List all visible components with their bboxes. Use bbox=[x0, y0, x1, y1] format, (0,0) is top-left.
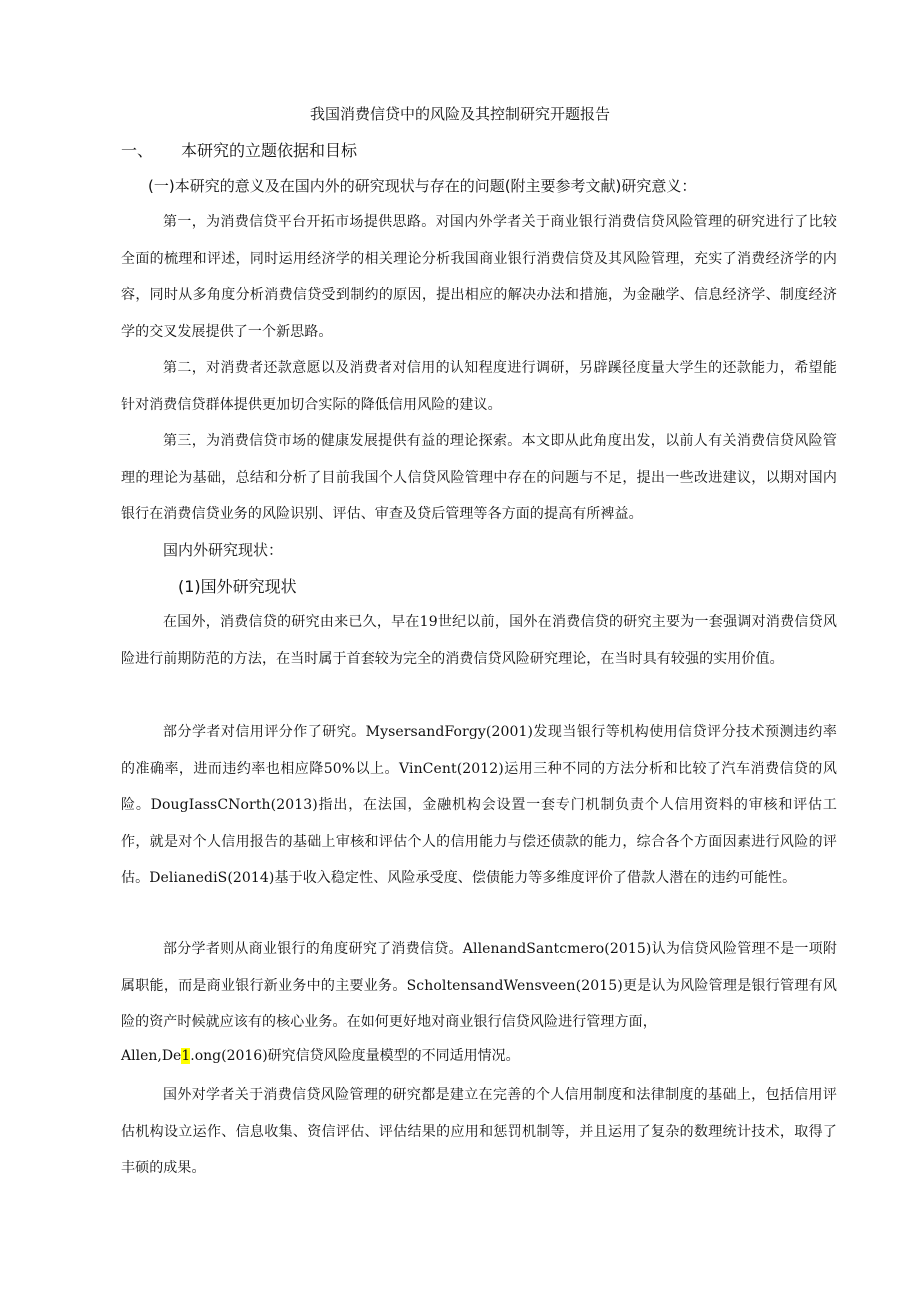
subsection-heading: (一)本研究的意义及在国内外的研究现状与存在的问题(附主要参考文献)研究意义： bbox=[148, 177, 697, 195]
paragraph-foreign-history: 在国外，消费信贷的研究由来已久，早在19世纪以前，国外在消费信贷的研究主要为一套强调对消费信贷风险进行前期防范的方法，在当时属于首套较为完全的消费信贷风险研究理论，在当时具有较强的实用价值。 bbox=[121, 614, 837, 667]
highlighted-character: 1 bbox=[181, 1048, 191, 1064]
paragraph-third: 第三，为消费信贷市场的健康发展提供有益的理论探索。本文即从此角度出发，以前人有关消费信贷风险管理的理论为基础，总结和分析了目前我国个人信贷风险管理中存在的问题与不足，提出一些改进建议，以期对国内银行在消费信贷业务的风险识别、评估、审查及贷后管理等各方面的提高有所裨益。 bbox=[121, 433, 837, 522]
section-heading bbox=[121, 140, 357, 162]
paragraph-second: 第二，对消费者还款意愿以及消费者对信用的认知程度进行调研，另辟蹊径度量大学生的还款能力，希望能针对消费信贷群体提供更加切合实际的降低信用风险的建议。 bbox=[121, 360, 837, 413]
research-status-label: 国内外研究现状： bbox=[163, 541, 284, 559]
paragraph-commercial-banks bbox=[121, 931, 837, 1041]
section-title: 本研究的立题依据和目标 bbox=[181, 141, 358, 160]
paragraph-credit-scoring: 部分学者对信用评分作了研究。MysersandForgy(2001)发现当银行等机构使用信贷评分技术预测违约率的准确率，进而违约率也相应降50%以上。VinCent(2012)运用三种不同的方法分析和比较了汽车消费信贷的风险。DougIassCNorth(2013)指出，在法国，金融机构会设置一套专门机制负责个人信用资料的审核和评估工作，就是对个人信用报告的基础上审核和评估个人的信用能力与偿还债款的能力，综合各个方面因素进行风险的评估。DelianediS(2014)基于收入稳定性、风险承受度、偿债能力等多维度评价了借款人潜在的违约可能性。 bbox=[121, 724, 837, 886]
paragraph-foreign-summary: 国外对学者关于消费信贷风险管理的研究都是建立在完善的个人信用制度和法律制度的基础上，包括信用评估机构设立运作、信息收集、资信评估、评估结果的应用和惩罚机制等，并且运用了复杂的数理统计技术，取得了丰硕的成果。 bbox=[121, 1087, 837, 1176]
citation-text-b: .ong(2016)研究信贷风险度量模型的不同适用情况。 bbox=[190, 1048, 520, 1064]
paragraph-commercial-banks-text: 部分学者则从商业银行的角度研究了消费信贷。AllenandSantcmero(2015)认为信贷风险管理不是一项附属职能，而是商业银行新业务中的主要业务。ScholtensandWensveen(2015)更是认为风险管理是银行管理有风险的资产时候就应该有的核心业务。在如何更好地对商业银行信贷风险进行管理方面， bbox=[121, 941, 837, 1030]
paragraph-first: 第一，为消费信贷平台开拓市场提供思路。对国内外学者关于商业银行消费信贷风险管理的研究进行了比较全面的梳理和评述，同时运用经济学的相关理论分析我国商业银行消费信贷及其风险管理，充实了消费经济学的内容，同时从多角度分析消费信贷受到制约的原因，提出相应的解决办法和措施，为金融学、信息经济学、制度经济学的交叉发展提供了一个新思路。 bbox=[121, 214, 837, 340]
paragraph-commercial-banks-continuation bbox=[121, 1045, 520, 1067]
document-title: 我国消费信贷中的风险及其控制研究开题报告 bbox=[309, 105, 610, 123]
foreign-status-heading: (1)国外研究现状 bbox=[178, 577, 297, 596]
citation-text-a: Allen,De bbox=[121, 1048, 182, 1064]
section-number: 一、 bbox=[121, 141, 154, 160]
